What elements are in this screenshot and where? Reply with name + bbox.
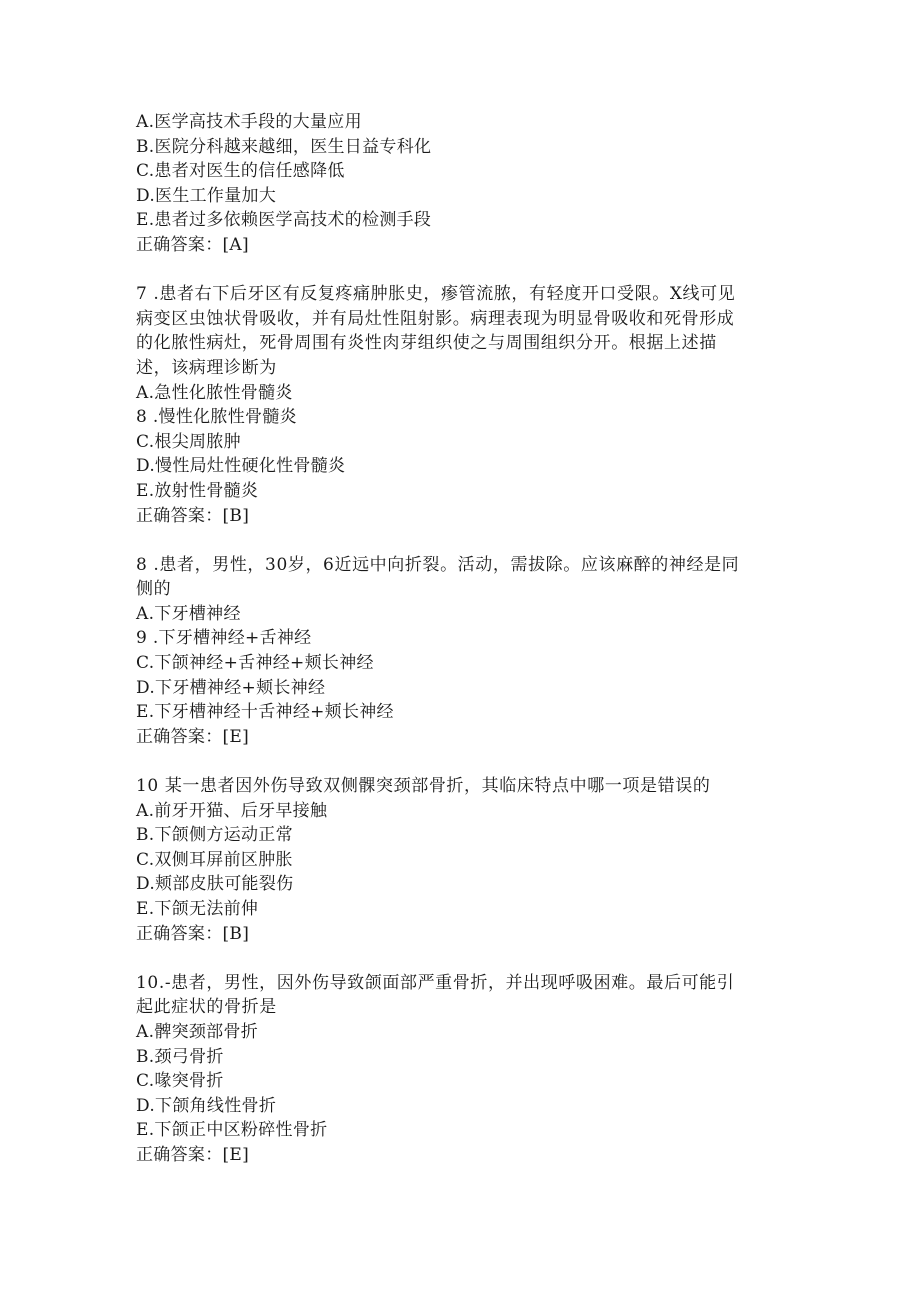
question-stem-line: 病变区虫蚀状骨吸收，并有局灶性阻射影。病理表现为明显骨吸收和死骨形成	[136, 308, 735, 329]
answer-option: 8 .慢性化脓性骨髓炎	[136, 407, 297, 428]
answer-option: C.喙突骨折	[136, 1071, 224, 1092]
question-stem-line: 10.-患者，男性，因外伤导致颌面部严重骨折，并出现呼吸困难。最后可能引	[136, 972, 735, 993]
question-block	[136, 774, 796, 946]
answer-option: D.下颌角线性骨折	[136, 1095, 277, 1116]
question-block	[136, 110, 796, 258]
answer-option: B.下颌侧方运动正常	[136, 825, 293, 846]
answer-option: A.髀突颈部骨折	[136, 1021, 259, 1042]
question-block	[136, 553, 796, 750]
question-stem-line: 侧的	[136, 579, 172, 600]
answer-option: C.双侧耳屏前区肿胀	[136, 849, 293, 870]
answer-option: C.下颌神经+舌神经+颊长神经	[136, 653, 374, 674]
question-stem-line: 起此症状的骨折是	[136, 997, 277, 1018]
answer-option: D.颊部皮肤可能裂伤	[136, 874, 294, 895]
answer-option: D.慢性局灶性硬化性骨髓炎	[136, 456, 346, 477]
block-spacer	[136, 946, 796, 971]
question-stem-line: 的化脓性病灶，死骨周围有炎性肉芽组织使之与周围组织分开。根据上述描	[136, 333, 717, 354]
answer-option: A.前牙开猫、后牙早接触	[136, 800, 328, 821]
answer-option: D.医生工作量加大	[136, 185, 277, 206]
block-spacer	[136, 749, 796, 774]
question-stem-line: 述，该病理诊断为	[136, 357, 277, 378]
answer-option: E.下牙槽神经十舌神经+颊长神经	[136, 702, 394, 723]
answer-option: E.放射性骨髓炎	[136, 480, 259, 501]
answer-option: C.患者对医生的信任感降低	[136, 161, 345, 182]
question-block	[136, 971, 796, 1168]
answer-option: A.医学高技术手段的大量应用	[136, 112, 362, 132]
question-block	[136, 282, 796, 528]
answer-option: D.下牙槽神经+颊长神经	[136, 677, 326, 698]
document-page	[136, 110, 796, 1168]
answer-option: B.颈弓骨折	[136, 1046, 224, 1067]
answer-option: E.下颌无法前伸	[136, 899, 259, 919]
correct-answer: 正确答案：[A]	[136, 234, 249, 255]
block-spacer	[136, 258, 796, 283]
answer-option: C.根尖周脓肿	[136, 431, 241, 452]
question-stem-line: 10 某一患者因外伤导致双侧髁突颈部骨折，其临床特点中哪一项是错误的	[136, 776, 711, 797]
correct-answer: 正确答案：[B]	[136, 505, 250, 526]
correct-answer: 正确答案：[E]	[136, 726, 250, 747]
answer-option: A.急性化脓性骨髓炎	[136, 382, 293, 403]
question-stem-line: 8 .患者，男性，30岁，6近远中向折裂。活动，需拔除。应该麻醉的神经是同	[136, 554, 740, 575]
answer-option: E.下颌正中区粉碎性骨折	[136, 1120, 328, 1141]
answer-option: B.医院分科越来越细，医生日益专科化	[136, 136, 432, 157]
question-stem-line: 7 .患者右下后牙区有反复疼痛肿胀史，瘆管流脓，有轻度开口受限。X线可见	[136, 284, 736, 305]
block-spacer	[136, 528, 796, 553]
answer-option: 9 .下牙槽神经+舌神经	[136, 628, 312, 649]
correct-answer: 正确答案：[B]	[136, 923, 250, 944]
answer-option: A.下牙槽神经	[136, 603, 241, 624]
correct-answer: 正确答案：[E]	[136, 1144, 250, 1165]
answer-option: E.患者过多依赖医学高技术的检测手段	[136, 210, 432, 231]
